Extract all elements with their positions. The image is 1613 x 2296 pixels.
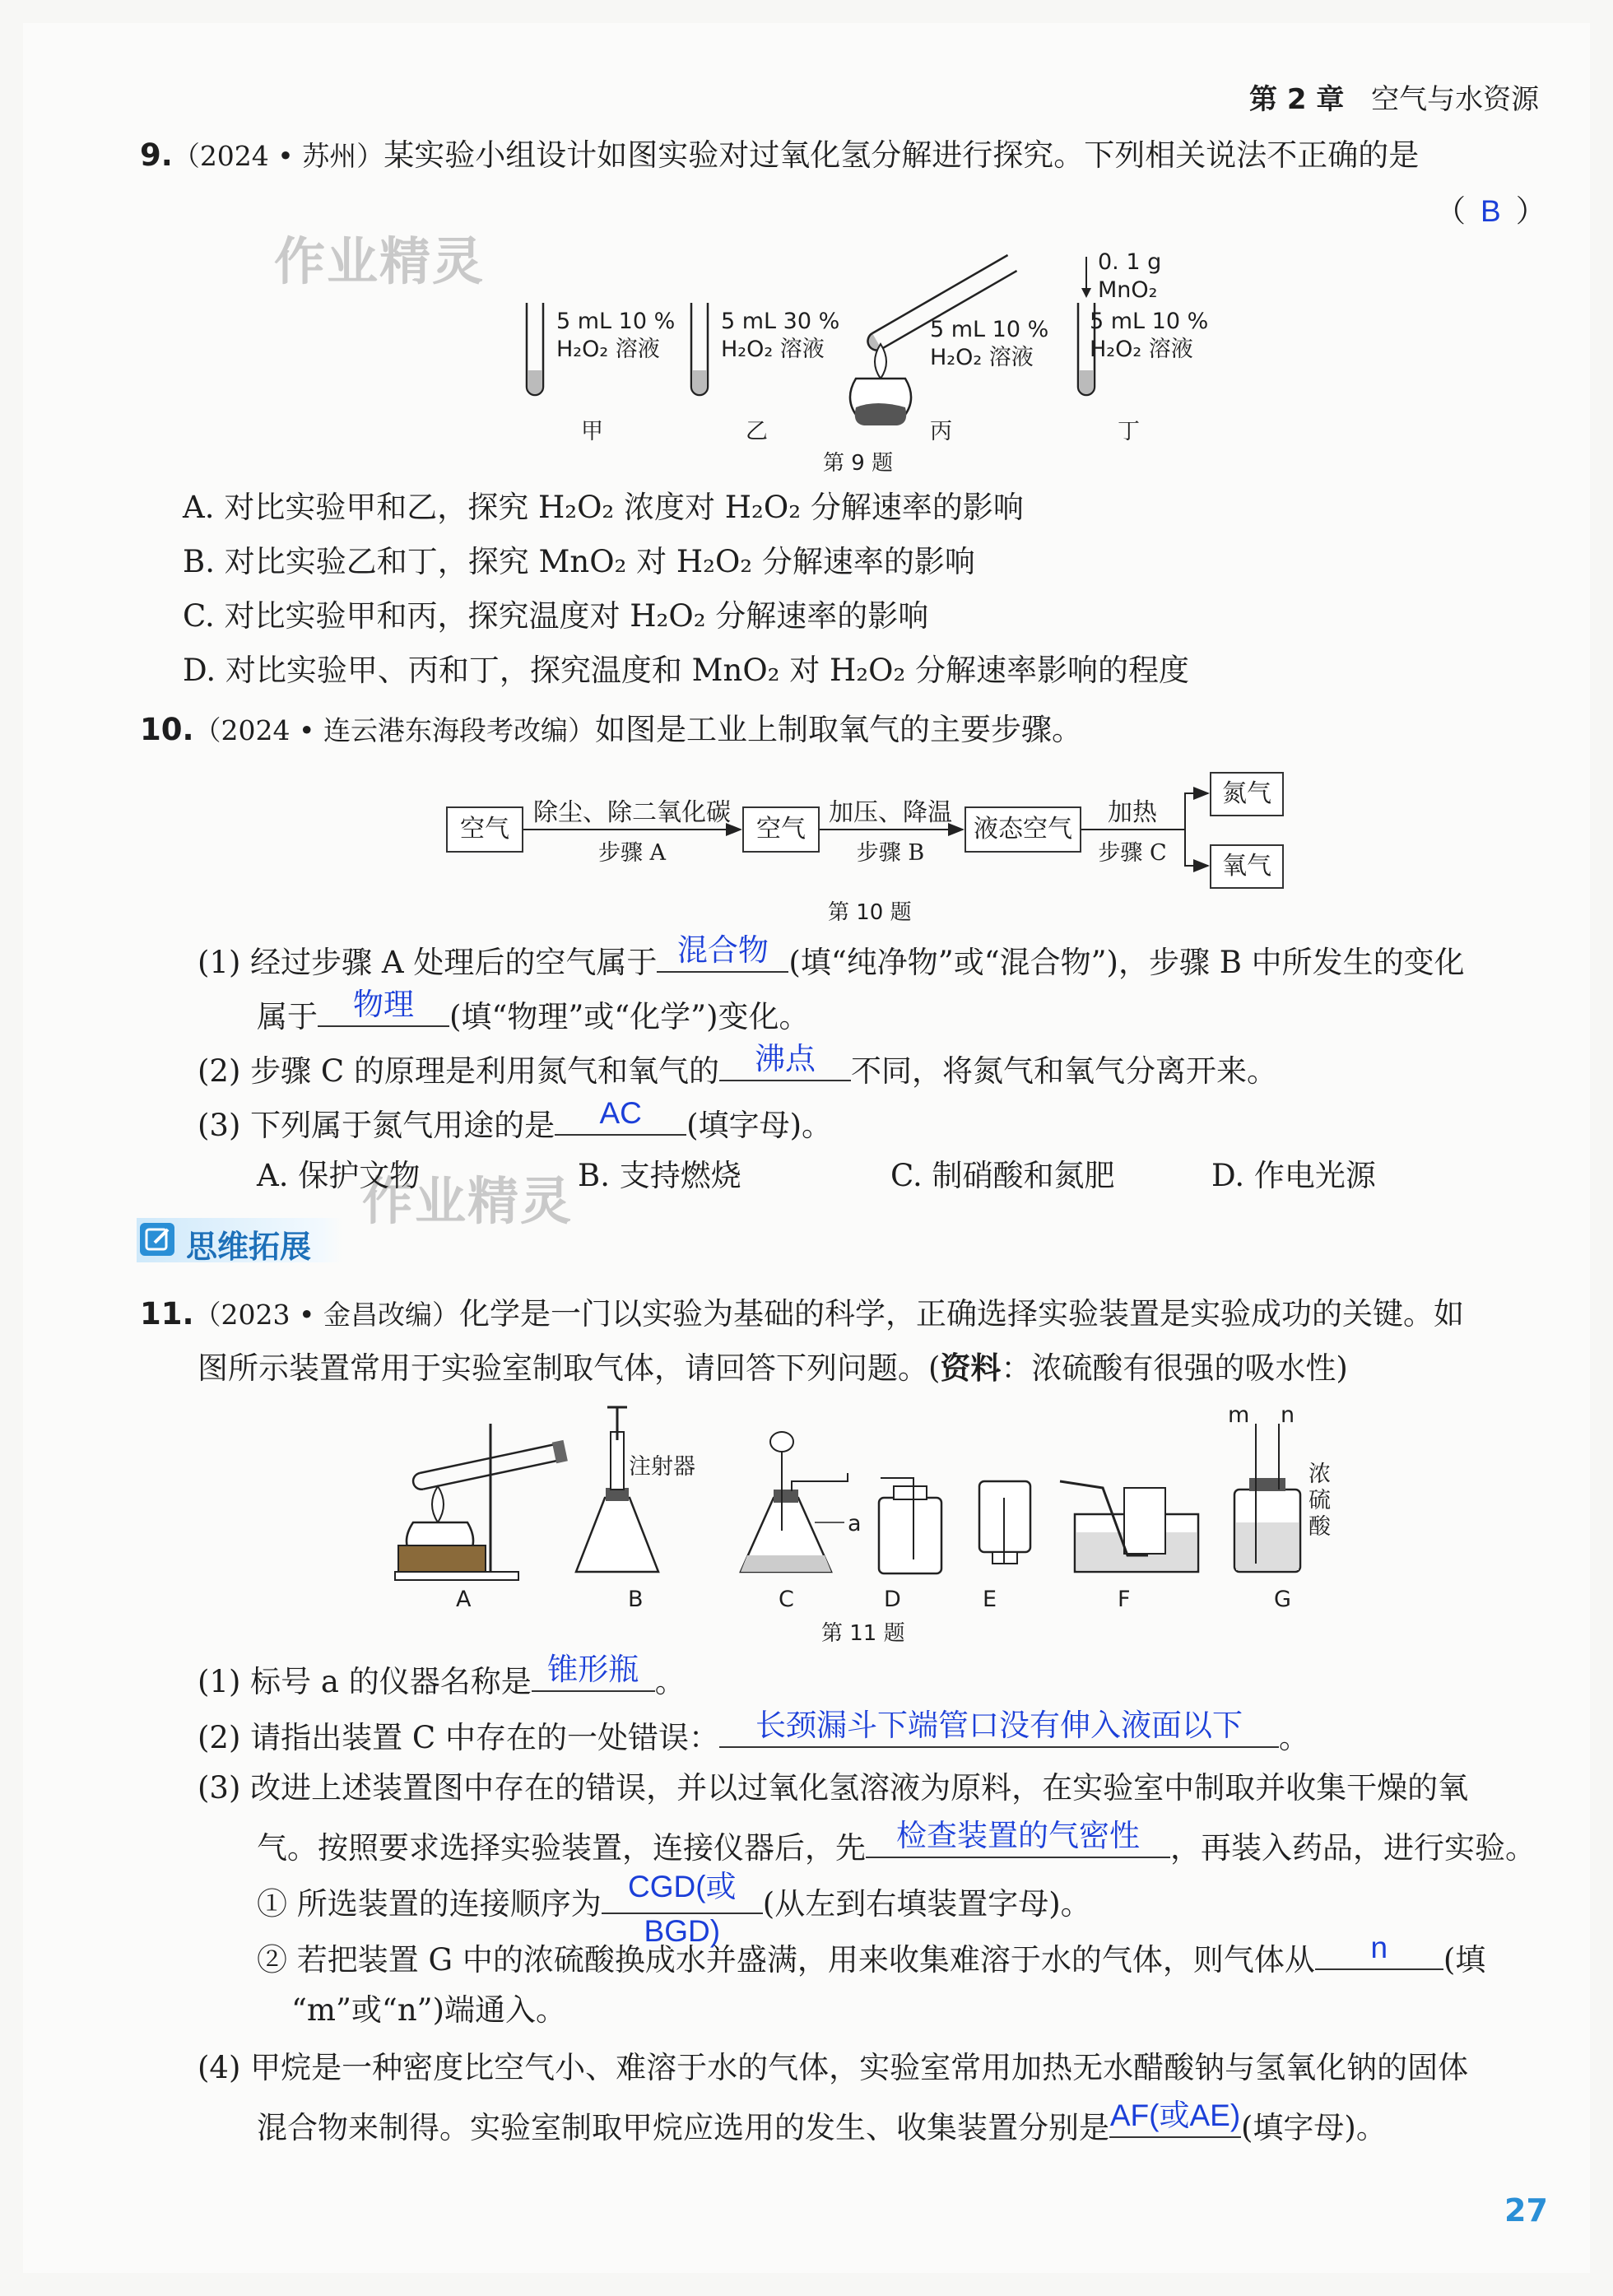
q9-answer: B <box>1481 194 1501 228</box>
option-c: C. 对比实验甲和丙，探究温度对 H₂O₂ 分解速率的影响 <box>183 598 929 634</box>
apparatus-label: F <box>1118 1587 1131 1612</box>
apparatus-c <box>741 1432 848 1572</box>
question-stem: 如图是工业上制取氧气的主要步骤。 <box>594 712 1082 747</box>
figure-caption: 第 9 题 <box>823 451 894 476</box>
option-b: B. 对比实验乙和丁，探究 MnO₂ 对 H₂O₂ 分解速率的影响 <box>183 544 975 579</box>
question-stem: 某实验小组设计如图实验对过氧化氢分解进行探究。下列相关说法不正确的是 <box>383 137 1420 173</box>
choice-d: D. 作电光源 <box>1211 1158 1376 1193</box>
answer-text: 长颈漏斗下端管口没有伸入液面以下 <box>755 1708 1243 1742</box>
choice-b: B. 支持燃烧 <box>578 1158 741 1193</box>
answer-text: n <box>1370 1931 1388 1964</box>
answer-text: 检查装置的气密性 <box>896 1819 1140 1852</box>
flow-step-label: 加压、降温 <box>829 798 952 827</box>
q11-stem-line1: 11.（2023 • 金昌改编）化学是一门以实验为基础的科学，正确选择实验装置是实验成功的关键。如 <box>140 1296 1464 1332</box>
catalyst-amount: 0. 1 g <box>1098 249 1162 275</box>
apparatus-e <box>979 1481 1030 1564</box>
figure-label: 丁 <box>1118 419 1140 444</box>
instrument-a-label: a <box>848 1511 862 1536</box>
q10-part1-line2: 属于 物理 (填“物理”或“化学”)变化。 <box>257 988 810 1034</box>
watermark: 作业精灵 <box>362 1171 574 1231</box>
catalyst-name: MnO₂ <box>1098 277 1158 303</box>
q11-part4-line1: (4) 甲烷是一种密度比空气小、难溶于水的气体，实验室常用加热无水醋酸钠与氢氧化钠的固体 <box>198 2050 1469 2085</box>
answer-blank[interactable] <box>555 1096 686 1136</box>
tube-label-line1: 5 mL 10 % <box>1090 309 1209 334</box>
q11-part3-2: ② 若把装置 G 中的浓硫酸换成水并盛满，用来收集难溶于水的气体，则气体从 n (填 <box>257 1931 1486 1978</box>
page-number: 27 <box>1504 2192 1548 2229</box>
flow-box-liquid-air: 液态空气 <box>965 806 1081 853</box>
flow-step-name: 步骤 C <box>1098 840 1167 866</box>
choice-a: A. 保护文物 <box>257 1158 421 1193</box>
flow-step-name: 步骤 A <box>597 840 667 866</box>
q11-part3-line2: 气。按照要求选择实验装置，连接仪器后，先 检查装置的气密性 ，再装入药品，进行实验。 <box>257 1819 1536 1866</box>
q11-stem-line2: 图所示装置常用于实验室制取气体，请回答下列问题。(资料：浓硫酸有很强的吸水性) <box>198 1350 1348 1386</box>
figure-label: 甲 <box>581 419 603 444</box>
question-source: （2024 • 连云港东海段考改编） <box>193 714 595 746</box>
answer-text: 物理 <box>353 988 414 1021</box>
apparatus-label: G <box>1274 1587 1291 1612</box>
answer-blank[interactable] <box>1315 1931 1443 1970</box>
answer-blank[interactable] <box>719 1708 1279 1748</box>
figure-caption: 第 10 题 <box>828 900 912 925</box>
flow-arrows <box>0 0 1613 905</box>
answer-blank[interactable] <box>318 988 449 1027</box>
answer-bracket: （ B ） <box>1435 193 1546 229</box>
answer-text: 锥形瓶 <box>547 1652 639 1686</box>
tube-label-line1: 5 mL 10 % <box>556 309 676 334</box>
apparatus-b <box>576 1407 658 1572</box>
edit-icon <box>140 1223 176 1257</box>
apparatus-label: D <box>884 1587 901 1612</box>
section-header <box>137 1218 342 1265</box>
q11-part2: (2) 请指出装置 C 中存在的一处错误： 长颈漏斗下端管口没有伸入液面以下 。 <box>198 1708 1310 1755</box>
q10-part1-line1: (1) 经过步骤 A 处理后的空气属于 混合物 (填“纯净物”或“混合物”)，步骤 B 中所发生的变化 <box>198 933 1465 980</box>
tube-label-line1: 5 mL 10 % <box>930 317 1049 342</box>
section-title: 思维拓展 <box>186 1229 312 1265</box>
answer-text: BGD) <box>644 1914 721 1948</box>
question-number: 9. <box>140 137 173 173</box>
q11-part3-2-line2: “m”或“n”)端通入。 <box>291 1992 567 2028</box>
figure-caption: 第 11 题 <box>821 1621 905 1646</box>
choice-c: C. 制硝酸和氮肥 <box>890 1158 1115 1193</box>
answer-blank[interactable] <box>532 1652 655 1692</box>
apparatus-g <box>1234 1424 1300 1572</box>
flow-box-nitrogen: 氮气 <box>1210 772 1284 816</box>
q10-part2: (2) 步骤 C 的原理是利用氮气和氧气的 沸点 不同，将氮气和氧气分离开来。 <box>198 1042 1278 1089</box>
chapter-title: 空气与水资源 <box>1371 83 1540 116</box>
flow-step-name: 步骤 B <box>856 840 925 866</box>
chapter-number: 第 2 章 <box>1249 83 1345 116</box>
option-d: D. 对比实验甲、丙和丁，探究温度和 MnO₂ 对 H₂O₂ 分解速率影响的程度 <box>183 653 1190 688</box>
figure-label: 乙 <box>746 419 768 444</box>
apparatus-label: B <box>628 1587 644 1612</box>
apparatus-f <box>1060 1481 1198 1572</box>
q11-part3-line1: (3) 改进上述装置图中存在的错误，并以过氧化氢溶液为原料，在实验室中制取并收集干燥的氧 <box>198 1770 1469 1806</box>
answer-blank[interactable] <box>866 1819 1170 1858</box>
answer-blank[interactable] <box>1109 2098 1241 2138</box>
tube-label-line2: H₂O₂ 溶液 <box>721 337 825 362</box>
syringe-label: 注射器 <box>629 1454 695 1480</box>
tube-label-line2: H₂O₂ 溶液 <box>1090 337 1193 362</box>
port-n-label: n <box>1281 1402 1295 1428</box>
tube-label-line2: H₂O₂ 溶液 <box>930 345 1034 370</box>
q11-part3-1: ① 所选装置的连接顺序为 CGD(或 BGD) (从左到右填装置字母)。 <box>257 1880 1091 1923</box>
apparatus-a <box>395 1424 568 1580</box>
answer-blank[interactable] <box>657 933 788 973</box>
question-number: 11. <box>140 1296 194 1332</box>
flow-step-label: 加热 <box>1108 798 1157 827</box>
tube-label-line2: H₂O₂ 溶液 <box>556 337 660 362</box>
answer-text: 沸点 <box>755 1042 816 1076</box>
q11-part4-line2: 混合物来制得。实验室制取甲烷应选用的发生、收集装置分别是 AF(或AE) (填字母)。 <box>257 2098 1387 2145</box>
answer-text: 混合物 <box>676 933 769 967</box>
tube-label-line1: 5 mL 30 % <box>721 309 840 334</box>
flow-box-oxygen: 氧气 <box>1210 844 1284 889</box>
question-number: 10. <box>140 712 194 747</box>
answer-text: CGD(或 <box>627 1870 737 1903</box>
apparatus-label: C <box>779 1587 794 1612</box>
answer-text: AF(或AE) <box>1109 2098 1241 2132</box>
answer-text: AC <box>599 1096 642 1130</box>
figure-label: 丙 <box>930 419 952 444</box>
apparatus-label: A <box>456 1587 472 1612</box>
arrow-right-icon <box>1185 830 1208 866</box>
apparatus-label: E <box>983 1587 997 1612</box>
option-a: A. 对比实验甲和乙，探究 H₂O₂ 浓度对 H₂O₂ 分解速率的影响 <box>183 490 1024 525</box>
flow-box-air: 空气 <box>446 806 523 853</box>
acid-label: 浓 硫 酸 <box>1309 1462 1331 1540</box>
q10-part3: (3) 下列属于氮气用途的是 AC (填字母)。 <box>198 1096 833 1143</box>
flow-step-label: 除尘、除二氧化碳 <box>533 798 731 827</box>
apparatus-d <box>879 1478 941 1573</box>
watermark: 作业精灵 <box>274 231 486 291</box>
arrow-right-icon <box>1185 793 1208 830</box>
answer-blank[interactable] <box>602 1870 763 1948</box>
question-source: （2024 • 苏州） <box>172 140 384 172</box>
q11-figure <box>387 1399 1358 1597</box>
flow-box-air: 空气 <box>742 806 820 853</box>
port-m-label: m <box>1228 1402 1250 1428</box>
question-source: （2023 • 金昌改编） <box>193 1299 459 1331</box>
q11-part1: (1) 标号 a 的仪器名称是 锥形瓶 。 <box>198 1652 686 1699</box>
answer-blank[interactable] <box>719 1042 851 1081</box>
